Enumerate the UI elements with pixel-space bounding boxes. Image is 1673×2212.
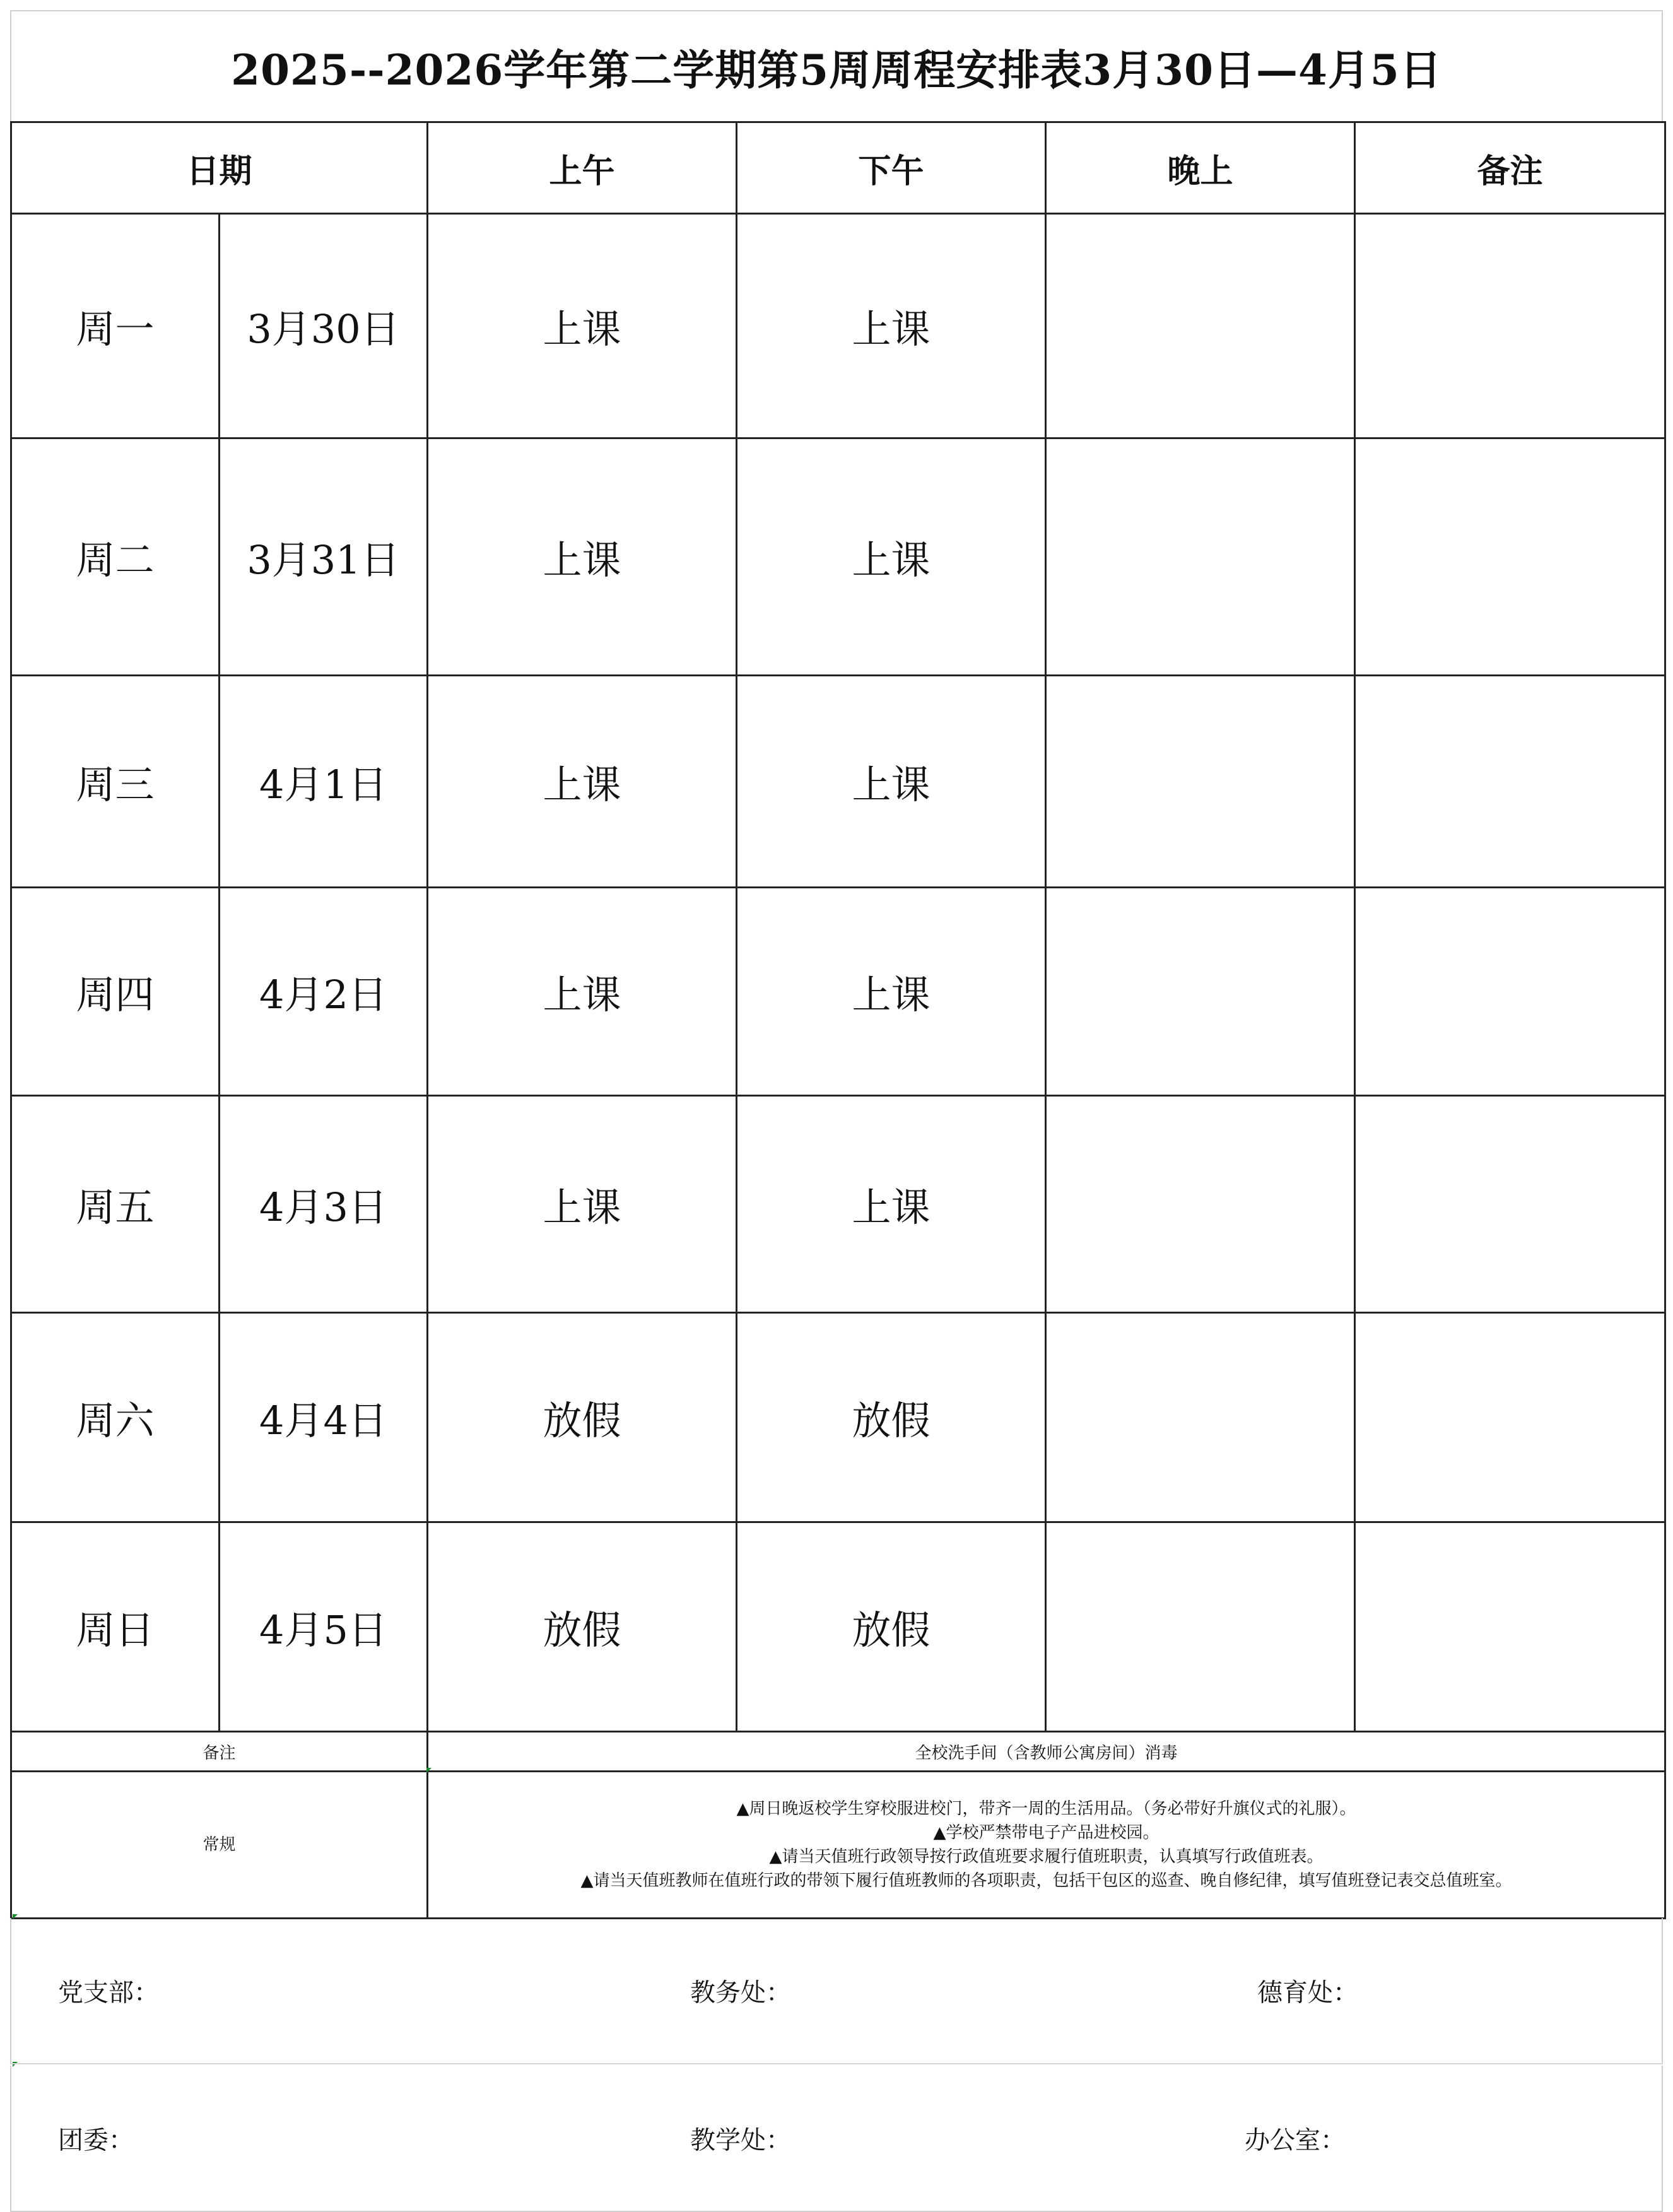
afternoon-cell: 上课	[737, 438, 1046, 676]
evening-cell	[1046, 676, 1355, 888]
table-row	[11, 676, 1665, 888]
evening-cell	[1046, 1096, 1355, 1313]
table-row	[11, 1313, 1665, 1522]
signature-row-2	[10, 2066, 1663, 2212]
schedule-sheet	[10, 10, 1663, 2191]
morning-cell: 上课	[428, 888, 737, 1096]
afternoon-cell: 上课	[737, 888, 1046, 1096]
weekday-cell: 周二	[11, 438, 220, 676]
routine-line: ▲请当天值班行政领导按行政值班要求履行值班职责，认真填写行政值班表。	[769, 1847, 1324, 1866]
title-row	[10, 10, 1663, 121]
evening-cell	[1046, 438, 1355, 676]
page-title: 2025--2026学年第二学期第5周周程安排表3月30日—4月5日	[231, 45, 1442, 95]
header-row	[11, 122, 1665, 214]
afternoon-cell: 上课	[737, 1096, 1046, 1313]
header-afternoon: 下午	[737, 122, 1046, 214]
cell-marker-icon	[426, 1768, 431, 1773]
remarks-cell	[1355, 214, 1665, 438]
remarks-cell	[1355, 1313, 1665, 1522]
routine-line: ▲学校严禁带电子产品进校园。	[933, 1823, 1159, 1842]
afternoon-cell: 上课	[737, 676, 1046, 888]
morning-cell: 放假	[428, 1522, 737, 1732]
header-evening: 晚上	[1046, 122, 1355, 214]
date-cell: 4月1日	[220, 676, 428, 888]
routine-label: 常规	[11, 1772, 428, 1919]
header-date: 日期	[11, 122, 428, 214]
signature-teaching-office: 教学处：	[690, 2126, 791, 2155]
notes-text: 全校洗手间（含教师公寓房间）消毒	[428, 1732, 1665, 1772]
remarks-cell	[1355, 676, 1665, 888]
morning-cell: 上课	[428, 214, 737, 438]
weekday-cell: 周三	[11, 676, 220, 888]
routine-line: ▲请当天值班教师在值班行政的带领下履行值班教师的各项职责，包括干包区的巡查、晚自修纪律，填写值班登记表交总值班室。	[580, 1871, 1512, 1890]
morning-cell: 上课	[428, 438, 737, 676]
table-row	[11, 888, 1665, 1096]
signature-academic-affairs: 教务处：	[690, 1978, 791, 2008]
weekday-cell: 周六	[11, 1313, 220, 1522]
date-cell: 4月3日	[220, 1096, 428, 1313]
remarks-cell	[1355, 1522, 1665, 1732]
morning-cell: 上课	[428, 676, 737, 888]
evening-cell	[1046, 1313, 1355, 1522]
morning-cell: 放假	[428, 1313, 737, 1522]
signature-party-branch: 党支部：	[58, 1978, 159, 2008]
schedule-table	[10, 121, 1666, 1919]
remarks-cell	[1355, 888, 1665, 1096]
weekday-cell: 周四	[11, 888, 220, 1096]
afternoon-cell: 放假	[737, 1522, 1046, 1732]
signature-youth-league: 团委：	[58, 2126, 134, 2155]
date-cell: 4月5日	[220, 1522, 428, 1732]
table-row	[11, 214, 1665, 438]
date-cell: 3月31日	[220, 438, 428, 676]
table-row	[11, 438, 1665, 676]
weekday-cell: 周一	[11, 214, 220, 438]
weekday-cell: 周日	[11, 1522, 220, 1732]
date-cell: 4月4日	[220, 1313, 428, 1522]
signature-general-office: 办公室：	[1245, 2126, 1346, 2155]
evening-cell	[1046, 888, 1355, 1096]
signature-moral-education: 德育处：	[1257, 1978, 1358, 2008]
remarks-cell	[1355, 438, 1665, 676]
remarks-cell	[1355, 1096, 1665, 1313]
date-cell: 4月2日	[220, 888, 428, 1096]
afternoon-cell: 上课	[737, 214, 1046, 438]
signature-row-1	[10, 1918, 1663, 2064]
header-remarks: 备注	[1355, 122, 1665, 214]
routine-row	[11, 1772, 1665, 1919]
notes-label: 备注	[11, 1732, 428, 1772]
table-row	[11, 1522, 1665, 1732]
morning-cell: 上课	[428, 1096, 737, 1313]
evening-cell	[1046, 214, 1355, 438]
weekday-cell: 周五	[11, 1096, 220, 1313]
notes-row	[11, 1732, 1665, 1772]
date-cell: 3月30日	[220, 214, 428, 438]
afternoon-cell: 放假	[737, 1313, 1046, 1522]
routine-line: ▲周日晚返校学生穿校服进校门，带齐一周的生活用品。（务必带好升旗仪式的礼服）。	[736, 1799, 1356, 1818]
evening-cell	[1046, 1522, 1355, 1732]
table-row	[11, 1096, 1665, 1313]
routine-content	[428, 1772, 1665, 1919]
header-morning: 上午	[428, 122, 737, 214]
